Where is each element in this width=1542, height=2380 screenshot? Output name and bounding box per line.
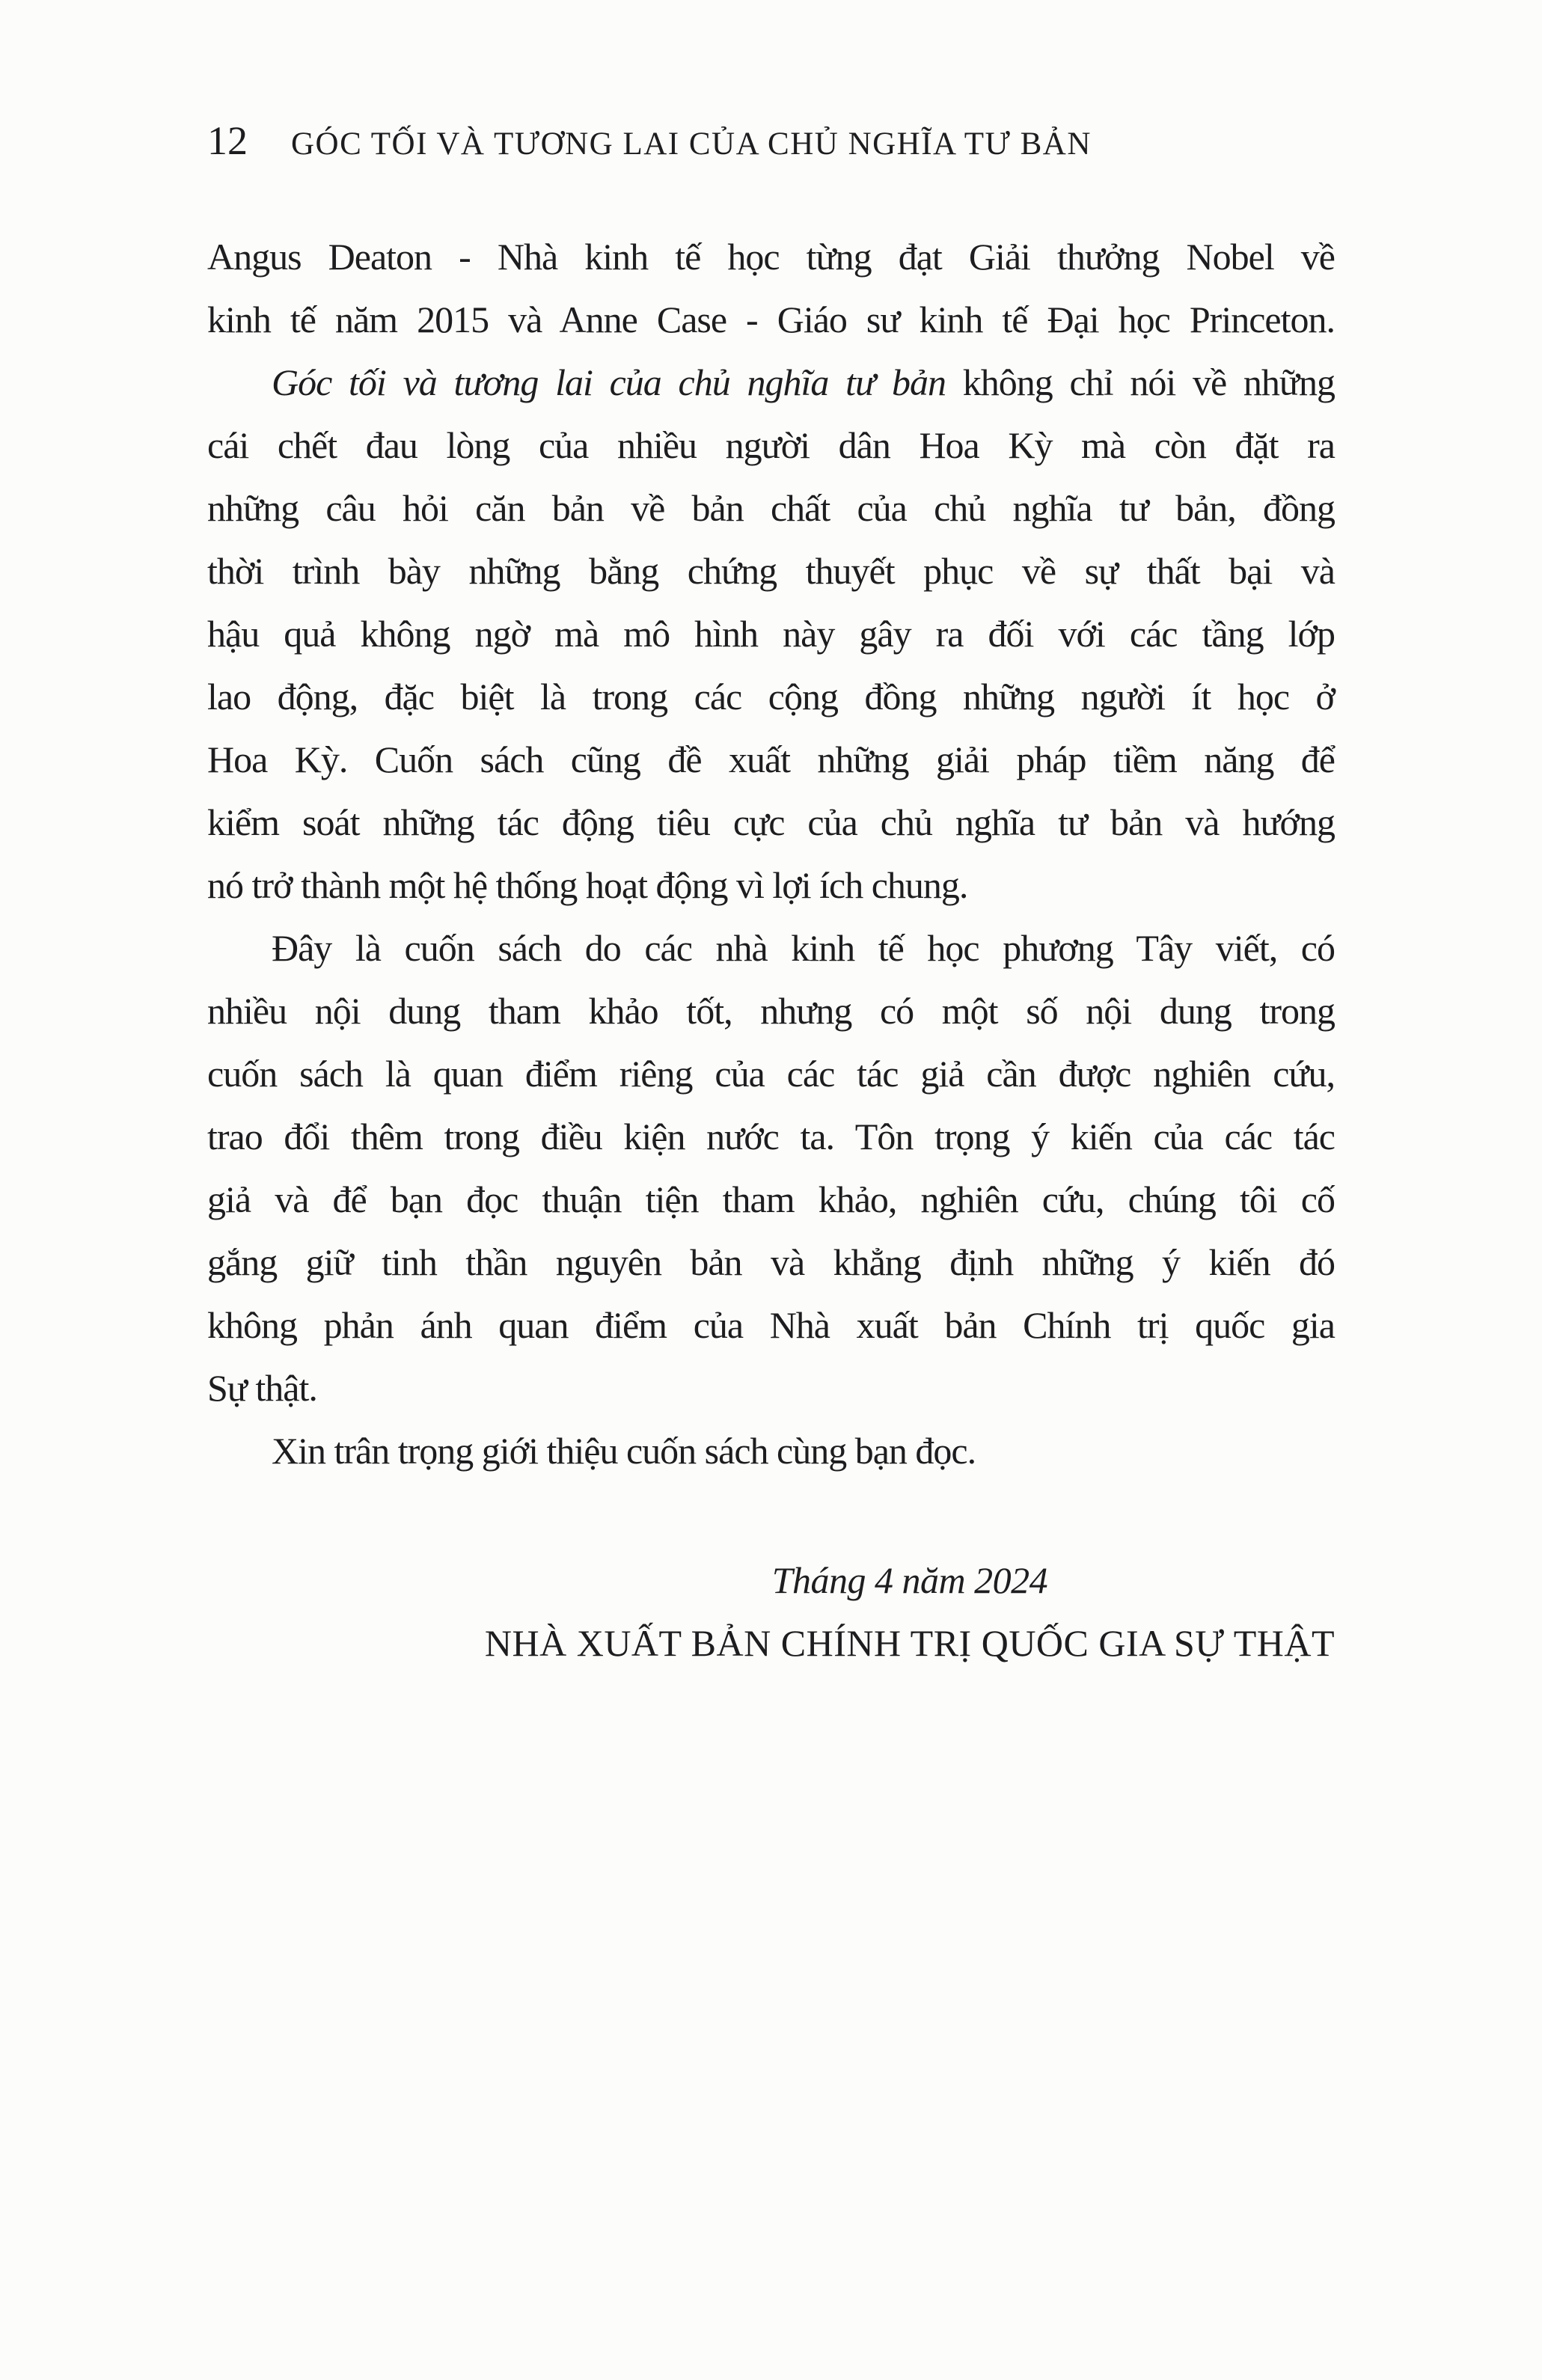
body-line-segment: kiểm soát những tác động tiêu cực của chủ nghĩa tư bản và hướng: [207, 801, 1335, 843]
body-line: [207, 225, 1335, 288]
running-title: GÓC TỐI VÀ TƯƠNG LAI CỦA CHỦ NGHĨA TƯ BẢN: [291, 126, 1092, 162]
body-line-segment: không chỉ nói về những: [946, 361, 1335, 403]
signature-date: Tháng 4 năm 2024: [771, 1559, 1048, 1601]
body-line-segment: cuốn sách là quan điểm riêng của các tác giả cần được nghiên cứu,: [207, 1053, 1335, 1095]
body-line-segment: Đây là cuốn sách do các nhà kinh tế học phương Tây viết, có: [272, 927, 1335, 969]
body-line-segment: Hoa Kỳ. Cuốn sách cũng đề xuất những giải pháp tiềm năng để: [207, 738, 1335, 780]
body-line-segment: gắng giữ tinh thần nguyên bản và khẳng định những ý kiến đó: [207, 1241, 1335, 1283]
body-line: [207, 351, 1335, 414]
body-line: [207, 1231, 1335, 1294]
body-line: [207, 791, 1335, 854]
signature-block: [485, 1549, 1335, 1674]
body-line-segment: những câu hỏi căn bản về bản chất của chủ nghĩa tư bản, đồng: [207, 487, 1335, 529]
body-line-segment: không phản ánh quan điểm của Nhà xuất bản Chính trị quốc gia: [207, 1304, 1335, 1346]
body-line: [207, 602, 1335, 665]
body-line-segment: nhiều nội dung tham khảo tốt, nhưng có một số nội dung trong: [207, 990, 1335, 1032]
body-line-segment: kinh tế năm 2015 và Anne Case - Giáo sư kinh tế Đại học Princeton.: [207, 299, 1335, 340]
body-line-segment: cái chết đau lòng của nhiều người dân Hoa Kỳ mà còn đặt ra: [207, 424, 1335, 466]
body-line-segment: trao đổi thêm trong điều kiện nước ta. Tôn trọng ý kiến của các tác: [207, 1116, 1335, 1157]
body-line-italic-segment: Góc tối và tương lai của chủ nghĩa tư bản: [272, 361, 946, 403]
body-line: [207, 1168, 1335, 1231]
body-line: [207, 1356, 1335, 1419]
body-text: [207, 225, 1335, 1482]
body-line: [207, 979, 1335, 1042]
body-line: [207, 665, 1335, 728]
body-line-segment: lao động, đặc biệt là trong các cộng đồng những người ít học ở: [207, 676, 1335, 718]
publisher-name: NHÀ XUẤT BẢN CHÍNH TRỊ QUỐC GIA SỰ THẬT: [484, 1622, 1335, 1664]
body-line: [207, 288, 1335, 351]
body-line-segment: Angus Deaton - Nhà kinh tế học từng đạt Giải thưởng Nobel về: [207, 236, 1335, 278]
body-line: [207, 1105, 1335, 1168]
body-line: [207, 414, 1335, 477]
body-line-segment: thời trình bày những bằng chứng thuyết phục về sự thất bại và: [207, 550, 1335, 592]
body-line-segment: giả và để bạn đọc thuận tiện tham khảo, nghiên cứu, chúng tôi cố: [207, 1178, 1335, 1220]
body-line: [207, 539, 1335, 602]
running-header: [207, 118, 1335, 167]
body-line-segment: hậu quả không ngờ mà mô hình này gây ra đối với các tầng lớp: [207, 613, 1335, 655]
body-line: [207, 1419, 1335, 1482]
body-line: [207, 1294, 1335, 1356]
page-number: 12: [207, 118, 248, 163]
body-line: [207, 917, 1335, 979]
body-line: [207, 1042, 1335, 1105]
body-line-segment: nó trở thành một hệ thống hoạt động vì lợi ích chung.: [207, 864, 968, 906]
body-line: [207, 477, 1335, 539]
body-line: [207, 854, 1335, 917]
body-line-segment: Sự thật.: [207, 1367, 317, 1409]
body-line-segment: Xin trân trọng giới thiệu cuốn sách cùng bạn đọc.: [272, 1430, 976, 1472]
body-line: [207, 728, 1335, 791]
